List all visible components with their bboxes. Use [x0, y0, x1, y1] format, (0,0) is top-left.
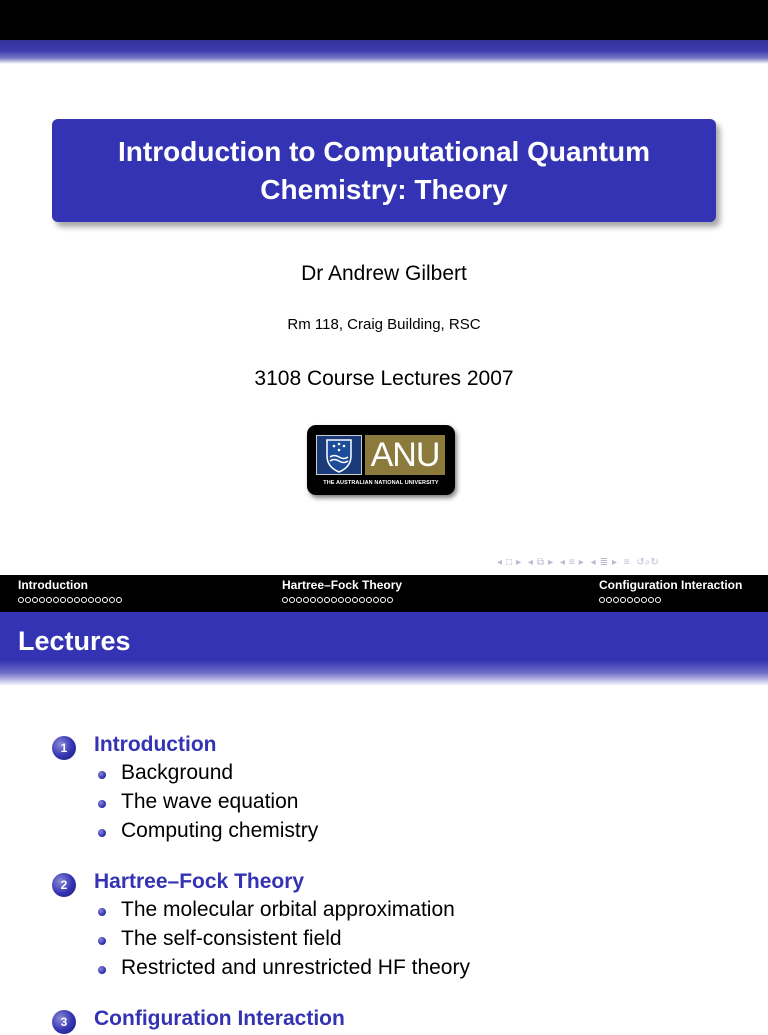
toc-section-configuration-interaction[interactable]: [52, 1007, 752, 1035]
mini-frame-dot[interactable]: [338, 597, 344, 603]
bullet-icon: [98, 966, 106, 974]
subsection-label[interactable]: The wave equation: [121, 790, 299, 813]
mini-frame-dot[interactable]: [599, 597, 605, 603]
mini-frame-dot[interactable]: [18, 597, 24, 603]
beamer-navigation-symbols: [497, 557, 765, 571]
toc-subsection[interactable]: [52, 819, 752, 848]
mini-frame-dot[interactable]: [53, 597, 59, 603]
author-address: Rm 118, Craig Building, RSC: [287, 316, 481, 333]
nav-left-icon[interactable]: ◂: [497, 557, 503, 568]
anu-logo: [307, 425, 455, 495]
bullet-icon: [98, 937, 106, 945]
mini-frame-dot[interactable]: [109, 597, 115, 603]
mini-frame-dot[interactable]: [296, 597, 302, 603]
toc-subsection[interactable]: [52, 761, 752, 790]
toc-section-hartree-fock[interactable]: [52, 870, 752, 898]
section-title[interactable]: Introduction: [94, 733, 217, 756]
mini-frame-dot[interactable]: [606, 597, 612, 603]
toc-section-introduction[interactable]: [52, 733, 752, 761]
headline-dots-configuration-interaction[interactable]: [599, 597, 661, 605]
toc-subsection[interactable]: [52, 927, 752, 956]
mini-frame-dot[interactable]: [116, 597, 122, 603]
nav-right-icon[interactable]: ▸: [578, 557, 584, 568]
nav-right-icon[interactable]: ▸: [611, 557, 618, 568]
mini-frame-dot[interactable]: [95, 597, 101, 603]
section-title[interactable]: Configuration Interaction: [94, 1007, 345, 1030]
frame-title: Lectures: [18, 626, 131, 656]
section-number-ball: 2: [52, 873, 76, 897]
crest-icon: [316, 435, 362, 475]
bullet-icon: [98, 908, 106, 916]
mini-frame-dot[interactable]: [67, 597, 73, 603]
section-number-ball: 3: [52, 1010, 76, 1034]
subsection-label[interactable]: The molecular orbital approximation: [121, 898, 455, 921]
headline-section-configuration-interaction[interactable]: Configuration Interaction: [599, 578, 743, 592]
title-box: [52, 119, 716, 222]
subsection-label[interactable]: The self-consistent field: [121, 927, 342, 950]
mini-frame-dot[interactable]: [627, 597, 633, 603]
mini-frame-dot[interactable]: [303, 597, 309, 603]
mini-frame-dot[interactable]: [60, 597, 66, 603]
subsection-label[interactable]: Background: [121, 761, 234, 784]
section-title[interactable]: Hartree–Fock Theory: [94, 870, 305, 893]
course-name: 3108 Course Lectures 2007: [254, 367, 514, 390]
mini-frame-dot[interactable]: [387, 597, 393, 603]
mini-frame-dot[interactable]: [102, 597, 108, 603]
nav-left-icon[interactable]: ◂: [559, 557, 565, 568]
nav-right-icon[interactable]: ▸: [548, 557, 554, 568]
mini-frame-dot[interactable]: [282, 597, 288, 603]
mini-frame-dot[interactable]: [613, 597, 619, 603]
mini-frame-dot[interactable]: [634, 597, 640, 603]
lectures-slide: [0, 575, 768, 1030]
mini-frame-dot[interactable]: [366, 597, 372, 603]
author-name: Dr Andrew Gilbert: [301, 262, 467, 285]
anu-logo-subtitle: THE AUSTRALIAN NATIONAL UNIVERSITY: [323, 480, 439, 486]
mini-frame-dot[interactable]: [39, 597, 45, 603]
bullet-icon: [98, 800, 106, 808]
section-icon[interactable]: ≣: [599, 557, 608, 568]
mini-frame-dot[interactable]: [25, 597, 31, 603]
nav-right-icon[interactable]: ▸: [516, 557, 522, 568]
mini-frame-dot[interactable]: [310, 597, 316, 603]
mini-frame-dot[interactable]: [81, 597, 87, 603]
mini-frame-dot[interactable]: [289, 597, 295, 603]
headline-section-hartree-fock[interactable]: Hartree–Fock Theory: [282, 578, 403, 592]
section-icon[interactable]: ≡: [568, 557, 575, 568]
anu-wordmark-box: [365, 435, 445, 475]
mini-frame-dot[interactable]: [373, 597, 379, 603]
mini-frame-dot[interactable]: [352, 597, 358, 603]
mini-frame-dot[interactable]: [46, 597, 52, 603]
mini-frame-dot[interactable]: [380, 597, 386, 603]
bullet-icon: [98, 829, 106, 837]
mini-frame-dot[interactable]: [655, 597, 661, 603]
mini-frame-dot[interactable]: [359, 597, 365, 603]
nav-left-icon[interactable]: ◂: [527, 557, 533, 568]
section-navigation-bar: [0, 575, 768, 612]
frame-title-bar: [0, 612, 768, 686]
toc-subsection[interactable]: [52, 790, 752, 819]
mini-frame-dot[interactable]: [331, 597, 337, 603]
headline-dots-hartree-fock[interactable]: [282, 597, 393, 605]
presentation-title: Introduction to Computational Quantum Chemistry: Theory: [118, 135, 650, 205]
subsection-label[interactable]: Computing chemistry: [121, 819, 319, 842]
toc-subsection[interactable]: [52, 898, 752, 927]
headline-section-introduction[interactable]: Introduction: [18, 578, 88, 592]
mini-frame-dot[interactable]: [32, 597, 38, 603]
align-icon[interactable]: ≡: [623, 557, 630, 568]
headline-dots-introduction[interactable]: [18, 597, 122, 605]
slide-top-band: [0, 40, 768, 64]
section-number-ball: 1: [52, 736, 76, 760]
mini-frame-dot[interactable]: [620, 597, 626, 603]
slide-top-bar: [0, 0, 768, 40]
mini-frame-dot[interactable]: [74, 597, 80, 603]
toc-subsection[interactable]: [52, 956, 752, 985]
mini-frame-dot[interactable]: [88, 597, 94, 603]
bullet-icon: [98, 771, 106, 779]
frame-icon[interactable]: □: [506, 557, 513, 568]
mini-frame-dot[interactable]: [317, 597, 323, 603]
anu-wordmark: ANU: [370, 435, 440, 474]
search-icon[interactable]: ↺⌕↻: [636, 557, 659, 568]
nav-left-icon[interactable]: ◂: [590, 557, 596, 568]
mini-frame-dot[interactable]: [324, 597, 330, 603]
subsection-icon[interactable]: ⧉: [536, 557, 545, 568]
mini-frame-dot[interactable]: [641, 597, 647, 603]
mini-frame-dot[interactable]: [648, 597, 654, 603]
table-of-contents: [52, 733, 752, 1035]
subsection-label[interactable]: Restricted and unrestricted HF theory: [121, 956, 470, 979]
mini-frame-dot[interactable]: [345, 597, 351, 603]
